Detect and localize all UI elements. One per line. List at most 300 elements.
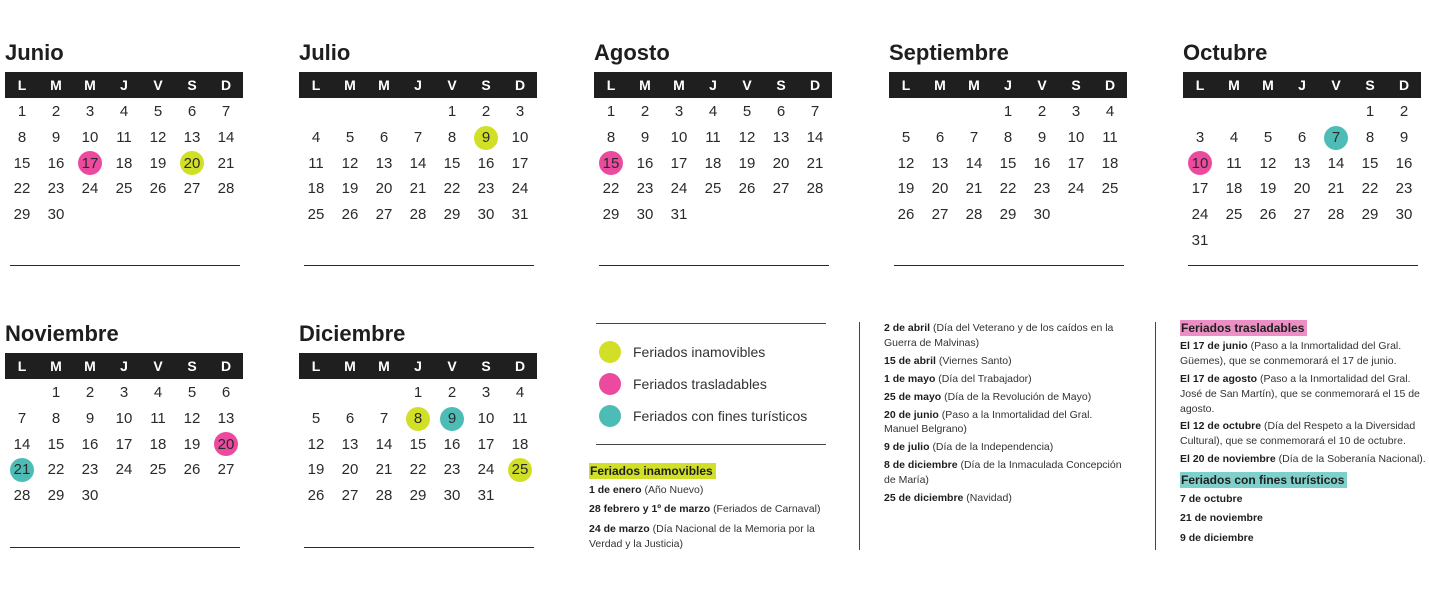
day-number: 13: [1293, 154, 1311, 172]
day-cell: [175, 457, 209, 483]
weekday-label: J: [709, 77, 717, 93]
day-cell: [469, 125, 503, 151]
day-number: 31: [511, 206, 529, 224]
day-cell: [923, 125, 957, 151]
day-cell: [1217, 125, 1251, 151]
day-number: 21: [806, 154, 824, 172]
day-cell: [5, 176, 39, 202]
day-cell: [175, 150, 209, 176]
day-cell: [503, 150, 537, 176]
day-number: 17: [1067, 154, 1085, 172]
empty-cell: [923, 99, 957, 125]
day-cell: [73, 99, 107, 125]
holiday-date: 20 de junio: [884, 408, 939, 421]
day-cell: [798, 150, 832, 176]
legend-label: Feriados trasladables: [633, 376, 767, 392]
day-cell: [1059, 125, 1093, 151]
day-cell: [141, 406, 175, 432]
day-cell: [1059, 99, 1093, 125]
day-number: 10: [477, 410, 495, 428]
day-number: 11: [512, 410, 528, 428]
day-number: 13: [931, 154, 949, 172]
day-grid: [594, 99, 832, 227]
day-cell: [1183, 227, 1217, 253]
legend-label: Feriados con fines turísticos: [633, 408, 808, 424]
weekday-label: S: [1365, 77, 1375, 93]
weekday-label: M: [639, 77, 651, 93]
day-cell: [5, 457, 39, 483]
day-cell: [1217, 150, 1251, 176]
day-number: 23: [636, 180, 654, 198]
day-number: 25: [1101, 180, 1119, 198]
day-number: 9: [1037, 129, 1047, 147]
day-cell: [141, 457, 175, 483]
empty-cell: [333, 99, 367, 125]
day-cell: [435, 202, 469, 228]
day-cell: [1285, 150, 1319, 176]
day-cell: [333, 457, 367, 483]
day-number: 6: [776, 103, 786, 121]
weekday-header: [1183, 72, 1421, 98]
day-number: 4: [311, 129, 321, 147]
day-number: 3: [1071, 103, 1081, 121]
day-cell: [435, 406, 469, 432]
weekday-label: D: [1398, 77, 1410, 93]
day-number: 24: [1191, 206, 1209, 224]
weekday-header: [299, 353, 537, 379]
day-number: 18: [1101, 154, 1119, 172]
day-number: 7: [379, 410, 389, 428]
day-cell: [1285, 176, 1319, 202]
day-cell: [435, 125, 469, 151]
day-cell: [39, 125, 73, 151]
day-cell: [798, 176, 832, 202]
day-number: 25: [307, 206, 325, 224]
day-number: 7: [810, 103, 820, 121]
day-cell: [1251, 202, 1285, 228]
day-cell: [1025, 176, 1059, 202]
day-cell: [141, 176, 175, 202]
day-number: 19: [149, 154, 167, 172]
day-cell: [5, 125, 39, 151]
day-number: 1: [1003, 103, 1013, 121]
empty-cell: [367, 99, 401, 125]
day-number: 10: [1067, 129, 1085, 147]
weekday-header: [5, 353, 243, 379]
weekday-label: D: [514, 358, 526, 374]
day-number: 20: [341, 461, 359, 479]
day-number: 30: [1395, 206, 1413, 224]
day-cell: [1093, 150, 1127, 176]
weekday-label: L: [1195, 77, 1205, 93]
day-cell: [333, 125, 367, 151]
day-number: 10: [115, 410, 133, 428]
day-cell: [1183, 125, 1217, 151]
day-cell: [39, 99, 73, 125]
day-number: 5: [1263, 129, 1273, 147]
day-number: 25: [149, 461, 167, 479]
day-number-highlighted: 9: [474, 126, 498, 150]
day-number: 11: [308, 154, 324, 172]
day-number: 1: [606, 103, 616, 121]
holiday-desc: (Día del Veterano y de los caídos en la Guerra de Malvinas): [884, 322, 1114, 349]
holiday-desc: (Año Nuevo): [644, 484, 704, 497]
weekday-label: M: [50, 77, 62, 93]
day-number: 5: [187, 384, 197, 402]
day-number: 3: [1195, 129, 1205, 147]
day-cell: [367, 406, 401, 432]
day-cell: [367, 483, 401, 509]
day-number: 23: [443, 461, 461, 479]
day-cell: [696, 150, 730, 176]
day-number: 2: [1399, 103, 1409, 121]
day-cell: [923, 176, 957, 202]
day-cell: [107, 406, 141, 432]
day-cell: [1183, 176, 1217, 202]
day-cell: [333, 483, 367, 509]
weekday-label: L: [17, 358, 27, 374]
day-cell: [1319, 176, 1353, 202]
day-cell: [333, 176, 367, 202]
day-cell: [333, 202, 367, 228]
holiday-date: 9 de diciembre: [1180, 531, 1254, 544]
holiday-date: 28 febrero y 1º de marzo: [589, 503, 711, 516]
day-cell: [175, 176, 209, 202]
holiday-date: El 17 de junio: [1180, 339, 1248, 352]
day-number: 16: [1033, 154, 1051, 172]
day-cell: [798, 99, 832, 125]
day-number: 12: [149, 129, 167, 147]
day-number: 29: [999, 206, 1017, 224]
day-cell: [957, 150, 991, 176]
day-number: 12: [738, 129, 756, 147]
holiday-desc: (Día del Respeto a la Diversidad Cultural), que se conmemorará el 10 de octubre.: [1180, 420, 1416, 448]
day-cell: [299, 483, 333, 509]
day-cell: [730, 125, 764, 151]
weekday-label: L: [606, 77, 616, 93]
day-cell: [1387, 202, 1421, 228]
month-diciembre: [299, 320, 537, 508]
day-cell: [1251, 176, 1285, 202]
day-cell: [299, 202, 333, 228]
holiday-desc: (Día de la Revolución de Mayo): [944, 390, 1092, 403]
day-number: 23: [47, 180, 65, 198]
day-number: 13: [183, 129, 201, 147]
empty-cell: [5, 380, 39, 406]
day-number: 30: [1033, 206, 1051, 224]
day-number: 16: [636, 154, 654, 172]
holiday-item: [884, 440, 1124, 455]
day-number-highlighted: 25: [508, 458, 532, 482]
day-number: 8: [1365, 129, 1375, 147]
day-grid: [5, 99, 243, 227]
day-cell: [107, 380, 141, 406]
holiday-date: El 12 de octubre: [1180, 420, 1262, 433]
day-number: 24: [115, 461, 133, 479]
day-number: 26: [738, 180, 756, 198]
day-number: 21: [409, 180, 427, 198]
day-number: 30: [636, 206, 654, 224]
day-number: 20: [375, 180, 393, 198]
day-cell: [628, 176, 662, 202]
weekday-label: M: [968, 77, 980, 93]
day-cell: [957, 202, 991, 228]
holiday-date: 25 de diciembre: [884, 492, 964, 505]
day-cell: [1285, 202, 1319, 228]
holiday-date: 1 de mayo: [884, 372, 936, 385]
holiday-item: [1180, 492, 1426, 507]
weekday-label: D: [220, 358, 232, 374]
day-cell: [1387, 125, 1421, 151]
weekday-label: M: [378, 77, 390, 93]
day-cell: [628, 150, 662, 176]
holiday-item: [1180, 511, 1426, 526]
day-number: 17: [115, 435, 133, 453]
day-number: 19: [897, 180, 915, 198]
day-number: 6: [1297, 129, 1307, 147]
day-cell: [696, 99, 730, 125]
day-cell: [1251, 125, 1285, 151]
day-number: 29: [1361, 206, 1379, 224]
weekday-label: M: [1262, 77, 1274, 93]
day-number: 15: [47, 435, 65, 453]
day-cell: [435, 457, 469, 483]
month-agosto: [594, 39, 832, 227]
day-cell: [209, 125, 243, 151]
day-cell: [889, 125, 923, 151]
day-cell: [991, 125, 1025, 151]
day-cell: [628, 125, 662, 151]
legend-item-turisticos: [596, 400, 826, 432]
day-cell: [1353, 202, 1387, 228]
holiday-item: [589, 502, 829, 517]
weekday-header: [299, 72, 537, 98]
empty-cell: [957, 99, 991, 125]
day-number: 8: [606, 129, 616, 147]
day-number: 22: [409, 461, 427, 479]
weekday-label: M: [84, 77, 96, 93]
day-number: 21: [965, 180, 983, 198]
holiday-desc: (Día de la Soberanía Nacional).: [1278, 453, 1426, 466]
day-cell: [594, 150, 628, 176]
day-cell: [299, 150, 333, 176]
day-cell: [401, 483, 435, 509]
day-number-highlighted: 10: [1188, 151, 1212, 175]
day-cell: [594, 176, 628, 202]
day-cell: [107, 176, 141, 202]
day-cell: [401, 457, 435, 483]
weekday-label: D: [220, 77, 232, 93]
weekday-label: D: [514, 77, 526, 93]
day-cell: [594, 99, 628, 125]
day-number: 24: [511, 180, 529, 198]
day-number: 20: [1293, 180, 1311, 198]
section-turisticos: [1180, 472, 1426, 550]
day-number: 13: [772, 129, 790, 147]
weekday-label: S: [1071, 77, 1081, 93]
day-number: 26: [307, 487, 325, 505]
day-cell: [401, 150, 435, 176]
day-number: 8: [1003, 129, 1013, 147]
day-cell: [1059, 176, 1093, 202]
day-cell: [401, 176, 435, 202]
day-number: 2: [447, 384, 457, 402]
holiday-desc: (Feriados de Carnaval): [713, 503, 821, 516]
day-number: 30: [443, 487, 461, 505]
day-number: 1: [413, 384, 423, 402]
day-number: 9: [85, 410, 95, 428]
day-number: 2: [640, 103, 650, 121]
day-number: 8: [51, 410, 61, 428]
month-octubre: [1183, 39, 1421, 253]
month-divider: [10, 547, 240, 548]
day-cell: [299, 125, 333, 151]
day-cell: [469, 457, 503, 483]
day-cell: [73, 406, 107, 432]
weekday-label: V: [153, 358, 163, 374]
holiday-date: 1 de enero: [589, 484, 642, 497]
day-cell: [1319, 125, 1353, 151]
day-number: 21: [375, 461, 393, 479]
day-number: 15: [13, 154, 31, 172]
day-cell: [503, 99, 537, 125]
legend: [596, 323, 826, 445]
day-number: 23: [1033, 180, 1051, 198]
day-cell: [209, 176, 243, 202]
day-number: 18: [704, 154, 722, 172]
day-cell: [39, 483, 73, 509]
day-number: 24: [670, 180, 688, 198]
day-number: 2: [51, 103, 61, 121]
day-number: 27: [341, 487, 359, 505]
holiday-date: 2 de abril: [884, 322, 931, 334]
day-number: 1: [51, 384, 61, 402]
day-grid: [299, 99, 537, 227]
holiday-item: [884, 390, 1124, 405]
day-number: 17: [1191, 180, 1209, 198]
day-cell: [503, 406, 537, 432]
day-number: 1: [447, 103, 457, 121]
day-number: 24: [81, 180, 99, 198]
day-number: 16: [1395, 154, 1413, 172]
day-number: 19: [1259, 180, 1277, 198]
day-number: 5: [311, 410, 321, 428]
day-number: 28: [409, 206, 427, 224]
weekday-header: [5, 72, 243, 98]
holiday-date: El 20 de noviembre: [1180, 453, 1276, 466]
day-cell: [435, 150, 469, 176]
day-number: 15: [443, 154, 461, 172]
day-cell: [175, 406, 209, 432]
section-title: Feriados con fines turísticos: [1180, 472, 1347, 488]
day-number: 3: [119, 384, 129, 402]
day-number: 11: [1226, 154, 1242, 172]
day-cell: [889, 150, 923, 176]
day-number: 28: [806, 180, 824, 198]
day-cell: [5, 431, 39, 457]
day-cell: [39, 457, 73, 483]
day-cell: [367, 176, 401, 202]
day-number: 27: [772, 180, 790, 198]
day-cell: [991, 202, 1025, 228]
day-number: 4: [1105, 103, 1115, 121]
day-cell: [594, 125, 628, 151]
day-number: 3: [85, 103, 95, 121]
empty-cell: [333, 380, 367, 406]
day-cell: [662, 99, 696, 125]
day-cell: [5, 99, 39, 125]
day-cell: [435, 176, 469, 202]
day-cell: [299, 431, 333, 457]
day-number: 11: [1102, 129, 1118, 147]
section-title: Feriados inamovibles: [589, 463, 716, 479]
day-number: 29: [47, 487, 65, 505]
day-number: 16: [443, 435, 461, 453]
day-cell: [662, 202, 696, 228]
holiday-date: 25 de mayo: [884, 390, 942, 403]
holiday-date: 15 de abril: [884, 354, 936, 367]
day-number: 28: [1327, 206, 1345, 224]
weekday-label: V: [1037, 77, 1047, 93]
holiday-date: 7 de octubre: [1180, 493, 1243, 506]
day-cell: [175, 431, 209, 457]
day-cell: [1353, 150, 1387, 176]
day-cell: [141, 431, 175, 457]
month-divider: [599, 265, 829, 266]
day-number: 10: [81, 129, 99, 147]
day-number: 2: [1037, 103, 1047, 121]
day-cell: [299, 176, 333, 202]
day-number: 10: [670, 129, 688, 147]
day-number: 31: [1191, 231, 1209, 249]
weekday-label: S: [187, 358, 197, 374]
holiday-desc: (Día de la Independencia): [932, 441, 1054, 454]
month-divider: [894, 265, 1124, 266]
day-cell: [730, 176, 764, 202]
day-cell: [1025, 125, 1059, 151]
day-cell: [764, 99, 798, 125]
day-number: 6: [345, 410, 355, 428]
day-cell: [367, 431, 401, 457]
day-number-highlighted: 8: [406, 407, 430, 431]
day-number: 6: [221, 384, 231, 402]
holiday-item: [884, 408, 1124, 438]
day-number: 23: [81, 461, 99, 479]
section-trasladables: [1180, 320, 1426, 470]
month-title: Septiembre: [889, 40, 1009, 65]
day-cell: [469, 202, 503, 228]
day-number: 1: [1365, 103, 1375, 121]
holiday-item: [884, 321, 1124, 351]
day-cell: [628, 99, 662, 125]
weekday-label: M: [934, 77, 946, 93]
day-number: 5: [345, 129, 355, 147]
day-number: 15: [409, 435, 427, 453]
day-cell: [764, 176, 798, 202]
weekday-label: M: [50, 358, 62, 374]
day-number: 13: [375, 154, 393, 172]
pink-dot-icon: [599, 373, 621, 395]
day-cell: [333, 150, 367, 176]
day-cell: [73, 125, 107, 151]
day-cell: [798, 125, 832, 151]
day-cell: [39, 202, 73, 228]
day-number: 21: [217, 154, 235, 172]
day-number: 8: [447, 129, 457, 147]
day-cell: [991, 150, 1025, 176]
day-cell: [469, 150, 503, 176]
day-cell: [503, 380, 537, 406]
